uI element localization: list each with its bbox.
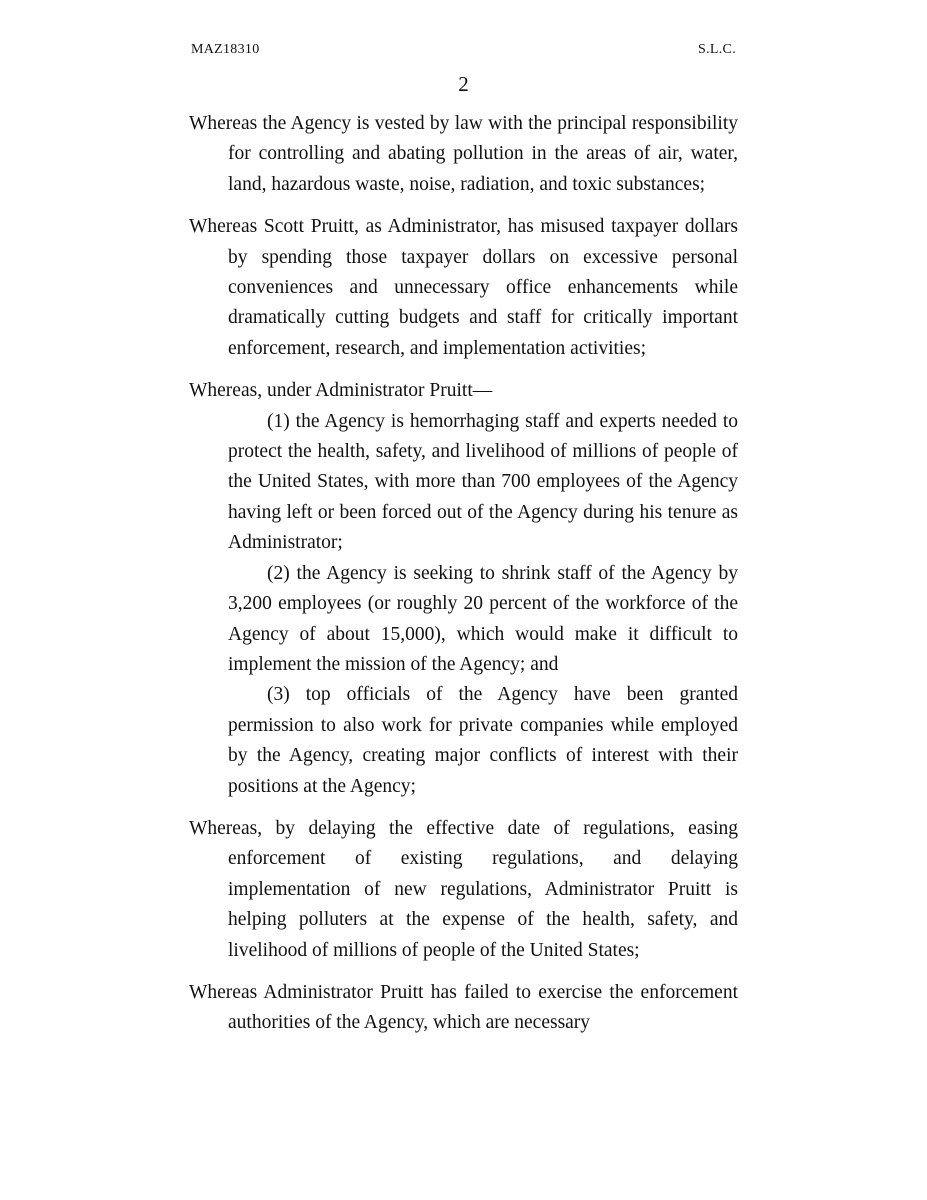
whereas-clause-delaying-regulations: Whereas, by delaying the effective date of regulations, easing enforcement of existing regulations, and delaying implementation of new regulations, Administrator Pruitt is helping polluters at the expense of the health, safety, and livelihood of millions of people of the United States; [189, 817, 738, 961]
whereas-clause-agency-responsibility: Whereas the Agency is vested by law with the principal responsibility for controlling and abating pollution in the areas of air, water, land, hazardous waste, noise, radiation, and toxic substances; [189, 113, 738, 195]
list-item-staff-loss: (1) the Agency is hemorrhaging staff and experts needed to protect the health, safety, and livelihood of millions of people of the United States, with more than 700 employees of the Agency having left or been forced out of the Agency during his tenure as Administrator; [228, 410, 738, 554]
resolution-body [189, 109, 738, 1051]
list-item-staff-shrink: (2) the Agency is seeking to shrink staff of the Agency by 3,200 employees (or roughly 20 percent of the workforce of the Agency of about 15,000), which would make it difficult to implement the mission of the Agency; and [228, 562, 738, 675]
office-code: S.L.C. [698, 42, 736, 57]
whereas-clause-misused-dollars: Whereas Scott Pruitt, as Administrator, has misused taxpayer dollars by spending those taxpayer dollars on excessive personal conveniences and unnecessary office enhancements while dramatically cutting budgets and staff for critically important enforcement, research, and implementation activities; [189, 216, 738, 359]
page-number: 2 [458, 72, 469, 96]
whereas-clause-failed-enforcement: Whereas Administrator Pruitt has failed to exercise the enforcement authorities of the Agency, which are necessary [189, 981, 738, 1034]
list-item-conflicts-of-interest: (3) top officials of the Agency have been granted permission to also work for private companies while employed by the Agency, creating major conflicts of interest with their positions at the Agency; [228, 684, 738, 797]
whereas-clause-under-pruitt-intro: Whereas, under Administrator Pruitt— [189, 380, 493, 402]
document-id: MAZ18310 [191, 42, 260, 57]
